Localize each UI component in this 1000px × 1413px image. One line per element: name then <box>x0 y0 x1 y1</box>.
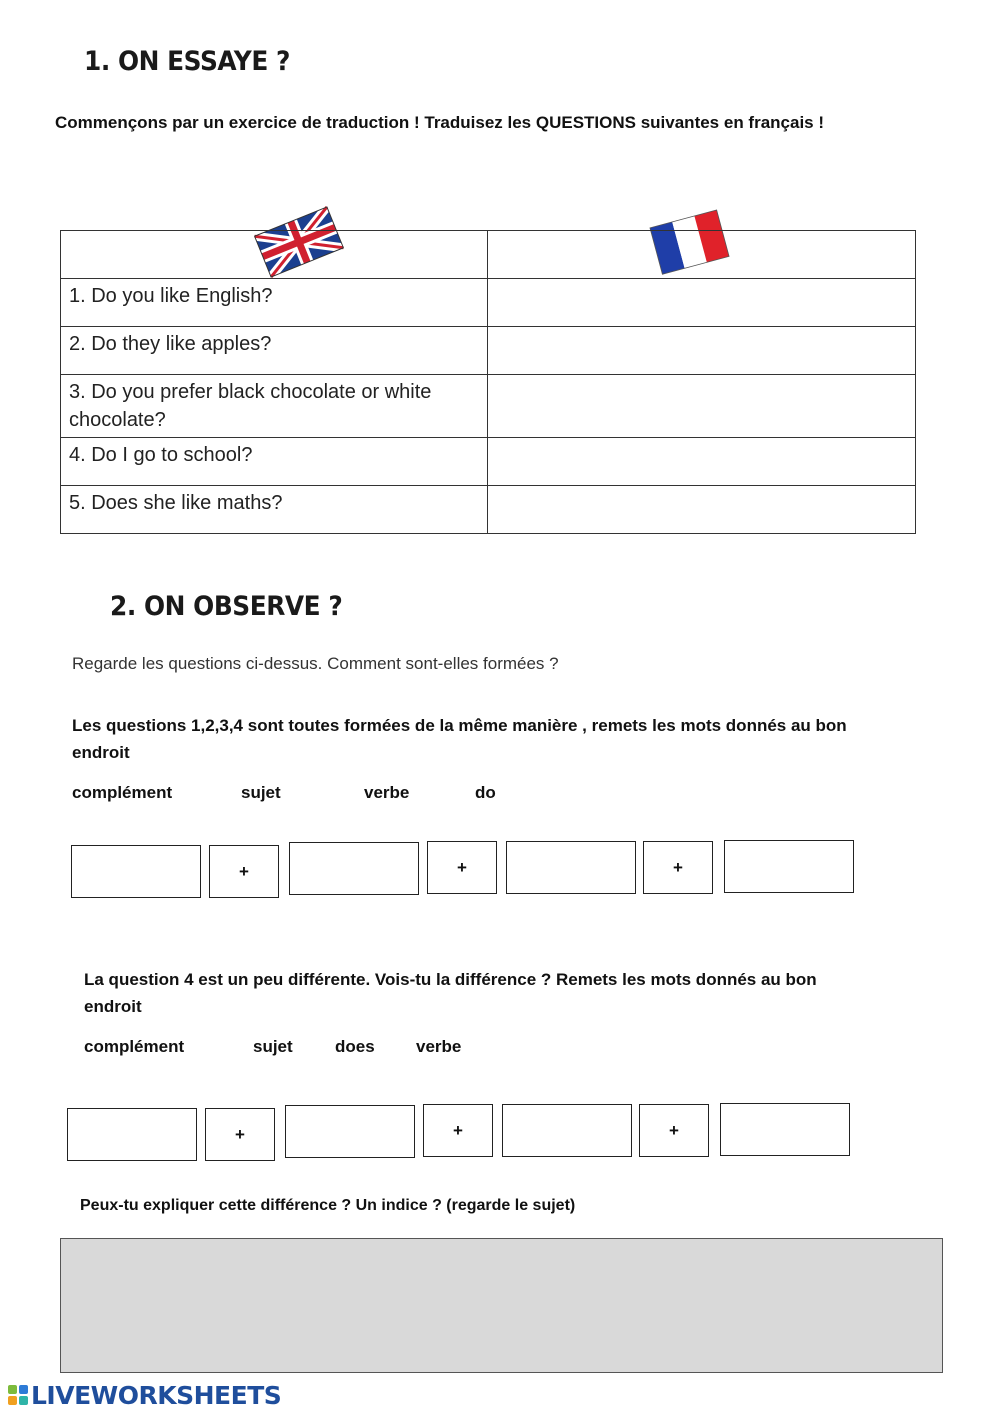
french-answer-cell[interactable] <box>487 327 915 375</box>
english-question: 2. Do they like apples? <box>61 327 488 375</box>
word-bank-1-item: verbe <box>364 783 410 802</box>
answer-box-5[interactable] <box>67 1108 197 1161</box>
translation-table <box>60 230 916 534</box>
logo-tile <box>8 1396 17 1405</box>
logo-tile <box>19 1396 28 1405</box>
logo-tile <box>19 1385 28 1394</box>
answer-box-6[interactable] <box>285 1105 415 1158</box>
word-bank-2-item: verbe <box>416 1037 462 1056</box>
answer-box-1[interactable] <box>71 845 201 898</box>
table-row <box>61 486 916 534</box>
table-row <box>61 438 916 486</box>
answer-box-7[interactable] <box>502 1104 632 1157</box>
word-bank-1-item: sujet <box>241 783 281 802</box>
plus-sign: + <box>427 841 497 894</box>
plus-sign: + <box>639 1104 709 1157</box>
logo-tiles <box>8 1385 28 1405</box>
answer-box-8[interactable] <box>720 1103 850 1156</box>
section-2-heading: 2. ON OBSERVE ? <box>110 591 343 622</box>
table-row <box>61 279 916 327</box>
french-answer-cell[interactable] <box>487 438 915 486</box>
plus-sign: + <box>205 1108 275 1161</box>
english-question: 5. Does she like maths? <box>61 486 488 534</box>
section-1-instruction: Commençons par un exercice de traduction ! Traduisez les QUESTIONS suivantes en français ! <box>55 113 825 132</box>
plus-sign: + <box>423 1104 493 1157</box>
word-bank-2-item: sujet <box>253 1037 293 1056</box>
answer-box-2[interactable] <box>289 842 419 895</box>
liveworksheets-logo <box>8 1381 281 1409</box>
word-bank-2-item: does <box>335 1037 375 1056</box>
english-column-header <box>61 231 488 279</box>
part-1-instruction: Les questions 1,2,3,4 sont toutes formées de la même manière , remets les mots donnés au bon endroit <box>72 716 847 762</box>
section-2-intro: Regarde les questions ci-dessus. Comment sont-elles formées ? <box>72 654 559 673</box>
word-bank-1-item: complément <box>72 783 173 802</box>
word-bank-1-item: do <box>475 783 496 802</box>
answer-box-3[interactable] <box>506 841 636 894</box>
french-answer-cell[interactable] <box>487 486 915 534</box>
logo-tile <box>8 1385 17 1394</box>
table-row <box>61 375 916 438</box>
brand-name: LIVEWORKSHEETS <box>31 1380 282 1410</box>
english-question: 1. Do you like English? <box>61 279 488 327</box>
explanation-answer-area[interactable] <box>60 1238 943 1373</box>
section-1-heading: 1. ON ESSAYE ? <box>84 46 290 77</box>
explanation-question: Peux-tu expliquer cette différence ? Un indice ? (regarde le sujet) <box>80 1197 576 1214</box>
french-answer-cell[interactable] <box>487 375 915 438</box>
part-2-instruction: La question 4 est un peu différente. Vois-tu la différence ? Remets les mots donnés au bon endroit <box>84 970 817 1016</box>
plus-sign: + <box>643 841 713 894</box>
english-question: 4. Do I go to school? <box>61 438 488 486</box>
word-bank-2-item: complément <box>84 1037 185 1056</box>
french-column-header <box>487 231 915 279</box>
table-row <box>61 327 916 375</box>
french-answer-cell[interactable] <box>487 279 915 327</box>
table-header-row <box>61 231 916 279</box>
answer-box-4[interactable] <box>724 840 854 893</box>
english-question: 3. Do you prefer black chocolate or white chocolate? <box>61 375 488 438</box>
plus-sign: + <box>209 845 279 898</box>
